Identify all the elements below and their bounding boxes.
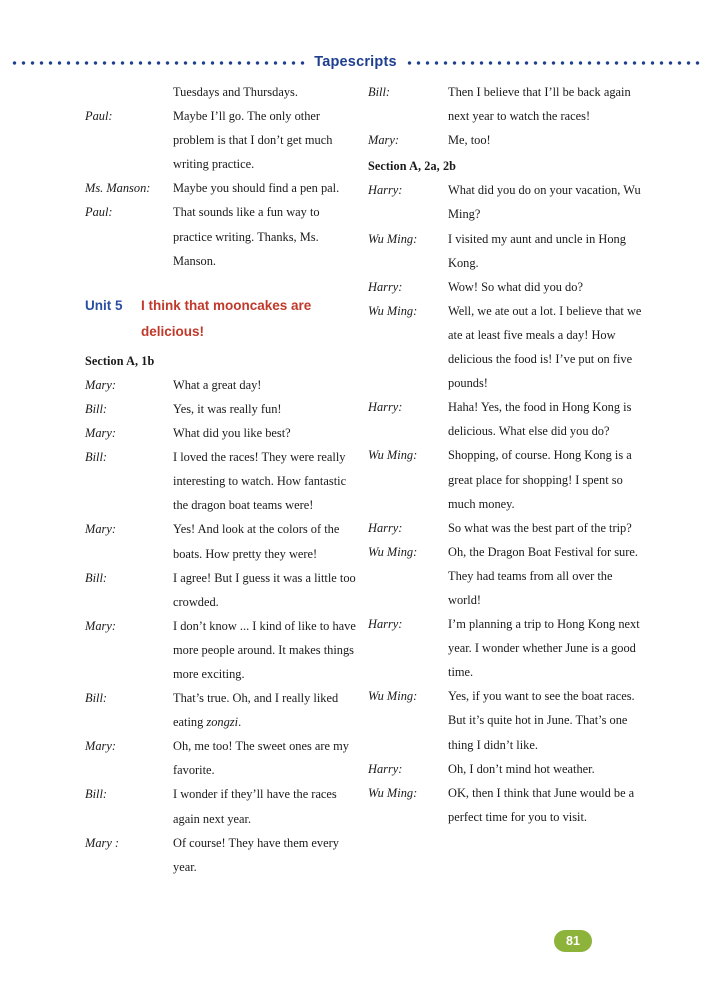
dialogue-text: So what was the best part of the trip? [448,520,632,535]
speaker-label: Wu Ming: [368,785,418,800]
dialogue-line [368,757,646,781]
speaker-label: Mary: [85,522,116,537]
dialogue-line [85,200,357,272]
dialogue-text: OK, then I think that June would be a perfect time for you to visit. [448,785,635,824]
dialogue-line [368,516,646,540]
dialogue-text: That sounds like a fun way to practice writing. Thanks, Ms. Manson. [173,205,320,268]
dialogue-line [368,178,646,226]
page-number-badge: 81 [554,930,592,952]
section-label: Section A, 2a, 2b [368,159,457,174]
speaker-label: Wu Ming: [368,689,418,704]
dialogue-text: Oh, the Dragon Boat Festival for sure. They had teams from all over the world! [448,544,638,607]
unit-heading [85,293,357,345]
dotted-rule-left [10,55,306,69]
speaker-label: Mary: [85,377,116,392]
speaker-label: Harry: [368,183,403,198]
dialogue-text: Me, too! [448,133,491,148]
dialogue-text: Of course! They have them every year. [173,835,339,874]
dialogue-line [85,397,357,421]
dialogue-line [85,373,357,397]
dialogue-text: I loved the races! They were really interesting to watch. How fantastic the dragon boat teams were! [173,450,347,513]
page-header [0,52,711,72]
speaker-label: Bill: [85,787,108,802]
dialogue-text: Tuesdays and Thursdays. [173,85,298,99]
dialogue-line [368,395,646,443]
dialogue-text: Well, we ate out a lot. I believe that we ate at least five meals a day! How delicious the food is! I’ve put on five pounds! [448,303,642,391]
speaker-label: Wu Ming: [368,544,418,559]
speaker-label: Wu Ming: [368,231,418,246]
speaker-label: Mary: [85,618,116,633]
dialogue-line [85,686,357,734]
dialogue-text: I agree! But I guess it was a little too crowded. [173,570,356,609]
speaker-label: Harry: [368,279,403,294]
speaker-label: Ms. Manson: [85,181,151,196]
dialogue-text: Maybe you should find a pen pal. [173,181,340,196]
dialogue-line [368,612,646,684]
dialogue-text: Then I believe that I’ll be back again next year to watch the races! [448,85,631,124]
unit-title: I think that mooncakes are delicious! [141,297,312,339]
dialogue-line [85,517,357,565]
dialogue-line [85,421,357,445]
dialogue-line [85,176,357,200]
speaker-label: Bill: [85,401,108,416]
speaker-label: Bill: [85,450,108,465]
dialogue-line [368,80,646,128]
speaker-label: Harry: [368,400,403,415]
speaker-label: Harry: [368,520,403,535]
dialogue-text: Haha! Yes, the food in Hong Kong is delicious. What else did you do? [448,400,632,439]
speaker-label: Mary: [368,133,399,148]
dialogue-line [85,80,357,104]
dialogue-text: What did you like best? [173,426,291,441]
dialogue-line [85,614,357,686]
dialogue-text: I visited my aunt and uncle in Hong Kong. [448,231,626,270]
dialogue-text: I’m planning a trip to Hong Kong next year. I wonder whether June is a good time. [448,617,640,680]
dialogue-text: Wow! So what did you do? [448,279,583,294]
dialogue-text: What a great day! [173,377,262,392]
dialogue-text: Yes, if you want to see the boat races. But it’s quite hot in June. That’s one thing I didn’t like. [448,689,635,752]
dialogue-text: Oh, I don’t mind hot weather. [448,761,595,776]
dialogue-line [368,128,646,152]
dialogue-text: Oh, me too! The sweet ones are my favorite. [173,739,349,778]
dotted-rule-right [405,55,701,69]
dialogue-line [85,445,357,517]
dialogue-line [368,781,646,829]
dialogue-text: I don’t know ... I kind of like to have more people around. It makes things more exciting. [173,618,356,681]
left-column [85,80,357,879]
speaker-label: Paul: [85,205,113,220]
dialogue-text: Shopping, of course. Hong Kong is a great place for shopping! I spent so much money. [448,448,632,511]
page-title: Tapescripts [314,54,397,70]
dialogue-text: What did you do on your vacation, Wu Ming? [448,183,641,222]
dialogue-line [85,782,357,830]
section-label: Section A, 1b [85,353,155,368]
dialogue-line [85,104,357,176]
dialogue-line [368,299,646,395]
unit-number: Unit 5 [85,297,123,313]
dialogue-text: That’s true. Oh, and I really liked eating zongzi. [173,691,339,730]
speaker-label: Mary: [85,739,116,754]
speaker-label: Bill: [85,570,108,585]
speaker-label: Harry: [368,761,403,776]
speaker-label: Wu Ming: [368,303,418,318]
dialogue-line [85,734,357,782]
speaker-label: Mary: [85,426,116,441]
dialogue-line [368,275,646,299]
dialogue-text: Maybe I’ll go. The only other problem is that I don’t get much writing practice. [173,109,333,172]
dialogue-line [368,443,646,515]
dialogue-line [368,540,646,612]
speaker-label: Bill: [368,85,391,99]
speaker-label: Wu Ming: [368,448,418,463]
dialogue-text: Yes! And look at the colors of the boats. How pretty they were! [173,522,340,561]
speaker-label: Paul: [85,109,113,124]
dialogue-line [85,831,357,879]
dialogue-line [368,227,646,275]
speaker-label: Mary : [85,835,120,850]
right-column [368,80,646,829]
dialogue-text: I wonder if they’ll have the races again next year. [173,787,337,826]
dialogue-text: Yes, it was really fun! [173,401,282,416]
speaker-label: Bill: [85,691,108,706]
dialogue-line [85,566,357,614]
speaker-label: Harry: [368,617,403,632]
dialogue-line [368,684,646,756]
